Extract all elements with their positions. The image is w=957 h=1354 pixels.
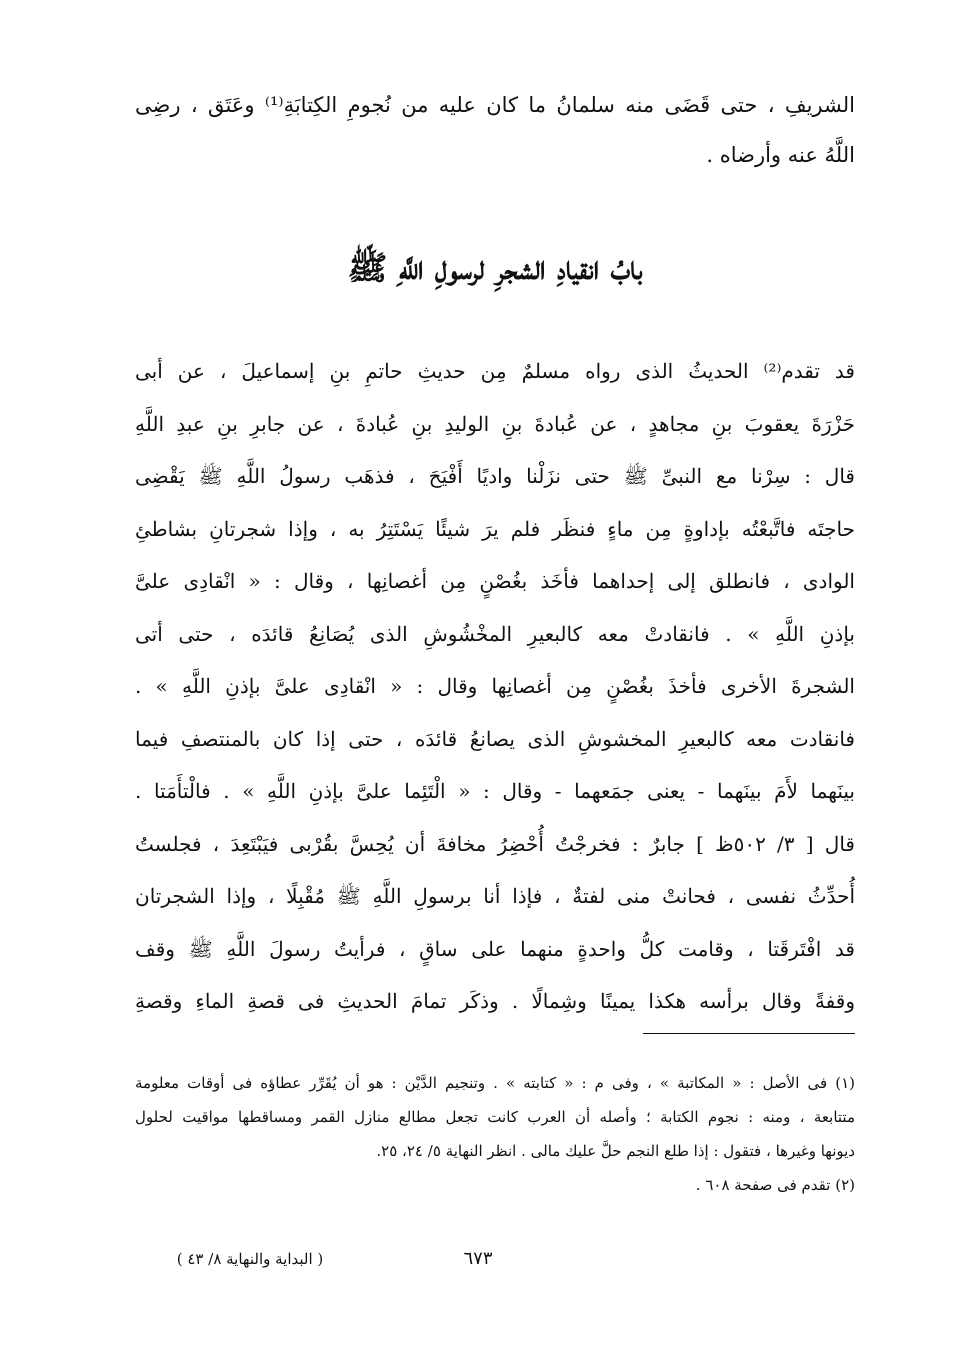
top-paragraph (135, 80, 855, 180)
text-line: اللَّهُ عنه وأرضاه . (706, 143, 855, 167)
text-line: الوادى ، فانطلق إلى إحداهما فأخَذ بغُصْنٍ مِن أغصانِها ، وقال : « انْقادِى علىَّ (135, 569, 855, 593)
source-reference: ( البداية والنهاية ٨/ ٤٣ ) (176, 1250, 324, 1268)
text-line: قد افْتَرقَتا ، وقامت كلُّ واحدةٍ منهما على ساقٍ ، فرأيتُ رسولَ اللَّهِ ﷺ وقف (135, 936, 855, 961)
text-line: فانقادت معه كالبعيرِ المخشوشِ الذى يصانعُ قائدَه ، حتى إذا كان بالمنتصفِ فيما (135, 726, 855, 751)
text-line: قال : سِرْنا مع النبىِّ ﷺ حتى نزَلْنا واديًا أَفْيَحَ ، فذهَب رسولُ اللَّهِ ﷺ يَقْضِى (135, 464, 855, 488)
text-line: وقفةً وقال برأسه هكذا يمينًا وشِمالًا . وذكَر تمامَ الحديثِ فى قصةِ الماءِ وقصةِ (135, 989, 855, 1013)
footnote-line: (١) فى الأصل : « المكاتبة » ، وفى م : « كتابته » . وتنجيم الدَّيْن : هو أن يُقَرِّر عطاؤه فى أوقات معلومة (135, 1074, 855, 1092)
footnote-divider (643, 1033, 855, 1034)
section-title: بابُ انقيادِ الشجرِ لرسولِ اللَّهِ ﷺ (347, 248, 643, 287)
text-line: بينَهما لأَمَ بينَهما - يعنى جمَعهما - وقال : « الْتَئِما علىَّ بإذنِ اللَّهِ » . فالْتأَمَتا . (135, 779, 855, 803)
text-line: أُحدِّثُ نفسى ، فحانتْ منى لفتةٌ ، فإذا أنا برسولِ اللَّهِ ﷺ مُقْبِلًا ، وإذا الشجرتان (135, 884, 855, 908)
text-line: بإذنِ اللَّهِ » . فانقادتْ معه كالبعيرِ المخْشُوشِ الذى يُصَانِعُ قائدَه ، حتى أتى (135, 621, 855, 646)
text-line: قال [ ٣/ ٥٠٢ظ ] جابرٌ : فخرجْتُ أُحْضِرُ مخافةَ أن يُحِسَّ بقُرْبى فيَبْتَعِدَ ، فجلستُ (135, 831, 855, 856)
text-line: الشجرةَ الأخرى فأخذَ بغُصْنٍ مِن أغصانِها وقال : « انْقادِى علىَّ بإذنِ اللَّهِ » . (135, 674, 855, 698)
text-line: حَزْرَةَ يعقوبَ بنِ مجاهدٍ ، عن عُبادةَ بنِ الوليدِ بنِ عُبادةَ ، عن جابرِ بنِ عبدِ اللَّهِ (135, 411, 855, 436)
footnotes (135, 1066, 855, 1202)
page-number: ٦٧٣ (463, 1248, 493, 1269)
footnote-line: متتابعة ، ومنه : نجوم الكتابة ؛ وأصله أن العرب كانت تجعل مطالع منازل القمر ومساقطها مواقيت لحلول (135, 1108, 855, 1126)
text-line: قد تقدم⁽²⁾ الحديثُ الذى رواه مسلمٌ مِن حديثِ حاتمِ بنِ إسماعيلَ ، عن أبى (135, 359, 855, 383)
text-line: الشريفِ ، حتى قَضَى منه سلمانُ ما كان عليه من نُجومِ الكِتابَةِ⁽¹⁾ وعَتَق ، رضِى (135, 93, 855, 117)
footnote-line: (٢) تقدم فى صفحة ٦٠٨ . (695, 1176, 855, 1194)
footnote-line: ديونها وغيرها ، فتقول : إذا طلع النجم حلَّ عليك مالى . انظر النهاية ٥/ ٢٤، ٢٥. (376, 1142, 855, 1160)
body-text (135, 345, 855, 1028)
text-line: حاجتَه فاتَّبعْتُه بإداوةٍ مِن ماءٍ فنظَر فلم يرَ شيئًا يَسْتَتِرُ به ، وإذا شجرتانِ بشاطئِ (135, 516, 855, 541)
